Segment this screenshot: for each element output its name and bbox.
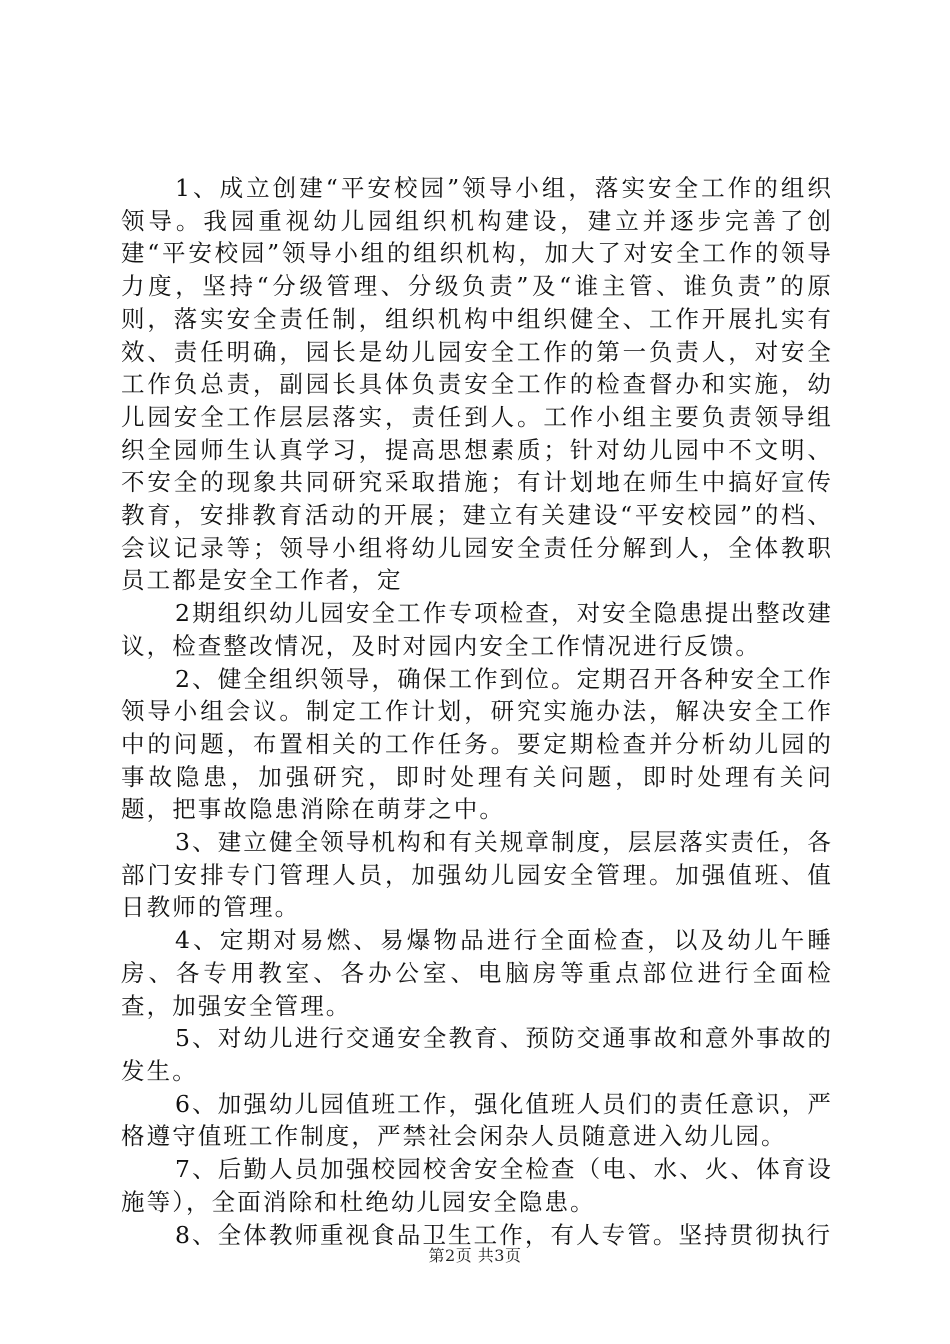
paragraph-4: 3、建立健全领导机构和有关规章制度，层层落实责任，各部门安排专门管理人员，加强幼儿园安全管理。加强值班、值日教师的管理。 bbox=[121, 828, 833, 922]
paragraph-7: 6、加强幼儿园值班工作，强化值班人员们的责任意识，严格遵守值班工作制度，严禁社会闲杂人员随意进入幼儿园。 bbox=[121, 1089, 833, 1151]
paragraph-3: 2、健全组织领导，确保工作到位。定期召开各种安全工作领导小组会议。制定工作计划，研究实施办法，解决安全工作中的问题，布置相关的工作任务。要定期检查并分析幼儿园的事故隐患，加强研究，即时处理有关问题，即时处理有关问题，把事故隐患消除在萌芽之中。 bbox=[121, 664, 833, 824]
paragraph-5: 4、定期对易燃、易爆物品进行全面检查，以及幼儿午睡房、各专用教室、各办公室、电脑房等重点部位进行全面检查，加强安全管理。 bbox=[121, 926, 833, 1020]
paragraph-8: 7、后勤人员加强校园校舍安全检查（电、水、火、体育设施等），全面消除和杜绝幼儿园安全隐患。 bbox=[121, 1155, 833, 1216]
paragraph-6: 5、对幼儿进行交通安全教育、预防交通事故和意外事故的发生。 bbox=[121, 1024, 833, 1085]
page-number-footer: 第2页 共3页 bbox=[428, 1246, 522, 1265]
document-body bbox=[121, 172, 833, 1251]
paragraph-2: 2期组织幼儿园安全工作专项检查，对安全隐患提出整改建议，检查整改情况，及时对园内安全工作情况进行反馈。 bbox=[121, 599, 833, 660]
paragraph-1: 1、成立创建“平安校园”领导小组，落实安全工作的组织领导。我园重视幼儿园组织机构建设，建立并逐步完善了创建“平安校园”领导小组的组织机构，加大了对安全工作的领导力度，坚持“分级管理、分级负责”及“谁主管、谁负责”的原则，落实安全责任制，组织机构中组织健全、工作开展扎实有效、责任明确，园长是幼儿园安全工作的第一负责人，对安全工作负总责，副园长具体负责安全工作的检查督办和实施，幼儿园安全工作层层落实，责任到人。工作小组主要负责领导组织全园师生认真学习，提高思想素质；针对幼儿园中不文明、不安全的现象共同研究采取措施；有计划地在师生中搞好宣传教育，安排教育活动的开展；建立有关建设“平安校园”的档、会议记录等；领导小组将幼儿园安全责任分解到人，全体教职员工都是安全工作者，定 bbox=[121, 174, 833, 595]
paragraph-9: 8、全体教师重视食品卫生工作，有人专管。坚持贯彻执行 bbox=[175, 1220, 833, 1249]
